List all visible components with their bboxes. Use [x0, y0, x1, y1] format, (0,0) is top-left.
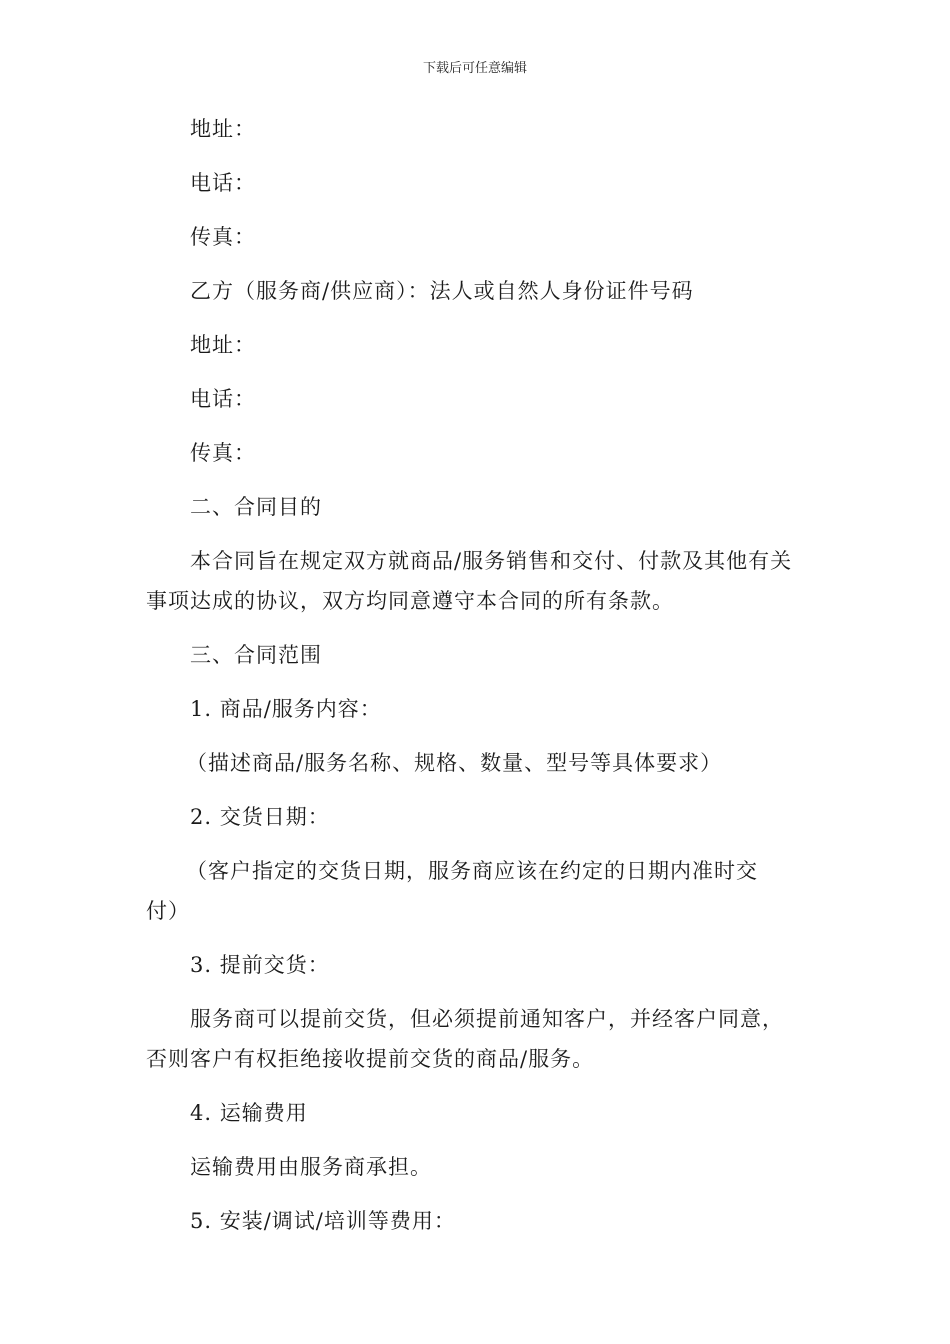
page-header: 下载后可任意编辑 — [422, 61, 527, 76]
item-1-heading: 1. 商品/服务内容： — [190, 697, 382, 721]
item-4-heading: 4. 运输费用 — [190, 1101, 308, 1125]
purpose-paragraph-line-1: 本合同旨在规定双方就商品/服务销售和交付、付款及其他有关 — [190, 549, 793, 573]
party-b-phone-label: 电话： — [190, 387, 256, 411]
party-b-fax-label: 传真： — [190, 441, 256, 465]
item-4-paragraph: 运输费用由服务商承担。 — [190, 1155, 432, 1179]
party-b-address-label: 地址： — [190, 333, 256, 357]
party-a-fax-label: 传真： — [190, 225, 256, 249]
item-3-paragraph-line-1: 服务商可以提前交货，但必须提前通知客户，并经客户同意， — [190, 1007, 784, 1031]
item-2-description-line-2: 付） — [146, 899, 190, 923]
item-2-heading: 2. 交货日期： — [190, 805, 330, 829]
party-b-heading: 乙方（服务商/供应商）：法人或自然人身份证件号码 — [190, 279, 694, 303]
item-3-paragraph-line-2: 否则客户有权拒绝接收提前交货的商品/服务。 — [146, 1047, 595, 1071]
section-heading-scope: 三、合同范围 — [190, 643, 322, 667]
item-1-description: （描述商品/服务名称、规格、数量、型号等具体要求） — [186, 751, 723, 775]
section-heading-purpose: 二、合同目的 — [190, 495, 322, 519]
purpose-paragraph-line-2: 事项达成的协议，双方均同意遵守本合同的所有条款。 — [146, 589, 674, 613]
party-a-phone-label: 电话： — [190, 171, 256, 195]
item-5-heading: 5. 安装/调试/培训等费用： — [190, 1209, 456, 1233]
item-3-heading: 3. 提前交货： — [190, 953, 330, 977]
item-2-description-line-1: （客户指定的交货日期，服务商应该在约定的日期内准时交 — [186, 859, 758, 883]
party-a-address-label: 地址： — [190, 117, 256, 141]
